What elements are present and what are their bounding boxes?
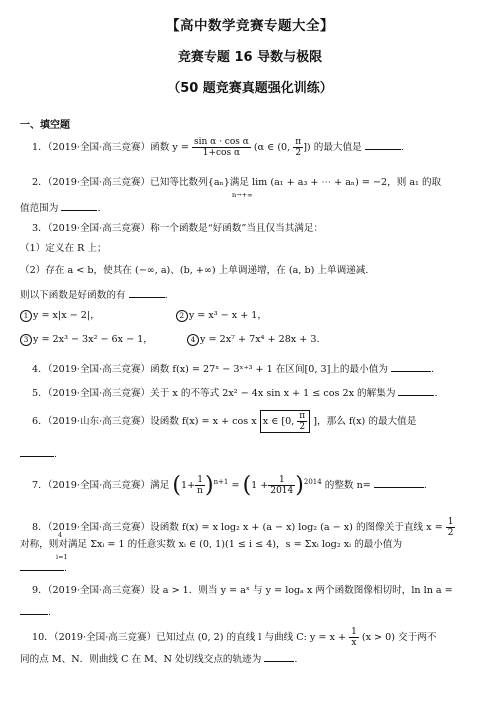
question-1: 1．（2019·全国·高三竞赛）函数 y = $\frac{\text{sin α · cos α}}{\text{1+cos α}}$ (α ∈ (0, $\frac{\pi}{2}$ ]) 的最大值是 . <box>32 137 404 158</box>
q7-den2: 2014 <box>270 486 294 496</box>
document-subtitle: 竞赛专题 16 导数与极限 <box>177 50 323 65</box>
q1-pi-fraction <box>293 137 303 158</box>
q1-fraction <box>192 137 251 158</box>
q3-options-row-1 <box>20 309 470 322</box>
question-5: 5．（2019·全国·高三竞赛）关于 x 的不等式 2x² − 4x sin x + 1 ≤ cos 2x 的解集为 . <box>32 385 482 400</box>
option-1: y = x|x − 2|， <box>33 310 100 321</box>
q6-tail: ]，那么 f(x) 的最大值是 <box>313 416 417 427</box>
q6-text: 6．（2019·山东·高三竞赛）设函数 f(x) = x + cos x <box>32 416 257 427</box>
q9-text: 9．（2019·全国·高三竞赛）设 a > 1．则当 y = aˣ 与 y = logₐ x 两个函数图像相切时，ln ln a = <box>32 585 453 596</box>
q5-text: 5．（2019·全国·高三竞赛）关于 x 的不等式 2x² − 4x sin x + 1 ≤ cos 2x 的解集为 <box>32 388 396 399</box>
q7-n: n <box>197 486 203 496</box>
option-1-marker: 1 <box>20 310 32 322</box>
section-title: 一、填空题 <box>20 120 70 131</box>
q7-exponent-1: n+1 <box>213 477 229 486</box>
q10-answer-blank[interactable] <box>264 651 294 662</box>
q1-tail: ]) 的最大值是 <box>303 142 362 153</box>
option-3-marker: 3 <box>20 334 32 346</box>
q1-answer-blank[interactable] <box>365 139 401 150</box>
q7-fraction-1: $\frac{1}{n}$ <box>197 475 203 496</box>
q3-ask: 则以下函数是好函数的有 . <box>20 287 470 302</box>
question-2-line2: 值范围为 . <box>20 200 470 215</box>
q8-sum-top: 4 <box>58 531 63 539</box>
q10-text: 10．（2019·全国·高三竞赛）已知过点 (0, 2) 的直线 l 与曲线 C: y = x + <box>32 632 346 643</box>
option-2-marker: 2 <box>176 310 188 322</box>
q1-denominator: 1+cos α <box>202 148 241 158</box>
q10-f-num: 1 <box>351 627 357 637</box>
q4-text: 4．（2019·全国·高三竞赛）函数 f(x) = 27ˣ − 3ˣ⁺³ + 1 在区间[0, 3]上的最小值为 <box>32 364 388 375</box>
q7-text: 7．（2019·全国·高三竞赛）满足 <box>32 480 170 491</box>
q2-line2: 值范围为 <box>20 203 59 214</box>
question-10-line2: 同的点 M、N．则曲线 C 在 M、N 处切线交点的轨迹为 . <box>20 651 470 666</box>
q1-text: 1．（2019·全国·高三竞赛）函数 y = <box>32 142 189 153</box>
q1-domain: (α ∈ (0, <box>253 142 294 153</box>
document-title: 【高中数学竞赛专题大全】 <box>166 18 334 34</box>
q2-limit-subscript: n→+∞ <box>232 191 253 199</box>
option-3: y = 2x³ − 3x² − 6x − 1， <box>33 334 153 345</box>
q8-text: 8．（2019·全国·高三竞赛）设函数 f(x) = x log₂ x + (a − x) log₂ (a − x) 的图像关于直线 x = <box>32 522 443 533</box>
q8-half-num: 1 <box>447 517 454 527</box>
option-4: y = 2x⁷ + 7x⁴ + 28x + 3. <box>200 334 320 345</box>
q8-answer-blank[interactable] <box>20 560 64 571</box>
q3-condition-2: （2）存在 a < b，使其在 (−∞, a)、(b, +∞) 上单调递增，在 (a, b) 上单调递减. <box>20 265 369 276</box>
q1-pi-num: π <box>295 137 302 147</box>
q10-fraction <box>349 627 359 648</box>
q7-tail: 的整数 n= <box>324 480 371 491</box>
q6-pi-den: 2 <box>299 422 306 432</box>
question-4: 4．（2019·全国·高三竞赛）函数 f(x) = 27ˣ − 3ˣ⁺³ + 1 在区间[0, 3]上的最小值为 . <box>32 361 482 376</box>
q4-answer-blank[interactable] <box>391 361 431 372</box>
q1-pi-den: 2 <box>295 148 302 158</box>
option-2: y = x³ − x + 1， <box>188 310 268 321</box>
q8-line2: 对称，则对满足 Σxᵢ = 1 的任意实数 xᵢ ∈ (0, 1)(1 ≤ i ≤ 4)，s = Σxᵢ log₂ xᵢ 的最小值为 <box>20 539 403 550</box>
q1-numerator: sin α · cos α <box>193 137 249 147</box>
q6-domain: x ∈ [0, <box>262 416 298 427</box>
q9-answer-blank[interactable] <box>20 604 48 615</box>
question-9 <box>32 584 482 597</box>
q6-domain-box <box>260 410 310 433</box>
document-subtitle-2: （50 题竞赛真题强化训练） <box>167 81 333 96</box>
q7-fraction-2: $\frac{1}{2014}$ <box>270 475 294 496</box>
q3-ask-text: 则以下函数是好函数的有 <box>20 290 126 301</box>
q7-answer-blank[interactable] <box>374 477 424 488</box>
question-6-line2: . <box>20 446 470 461</box>
question-6 <box>32 410 482 433</box>
question-3: 3．（2019·全国·高三竞赛）称一个函数是“好函数”当且仅当其满足： <box>32 223 324 234</box>
q7-exponent-2: 2014 <box>303 477 322 486</box>
question-2 <box>32 176 482 189</box>
question-9-line2: . <box>20 604 470 619</box>
q2-answer-blank[interactable] <box>61 200 97 211</box>
q6-answer-blank[interactable] <box>20 446 54 457</box>
q6-pi-fraction <box>297 411 307 432</box>
q10-f-den: x <box>351 638 357 648</box>
q10-condition: (x > 0) 交于两不 <box>361 632 437 643</box>
q8-sum-bottom: i=1 <box>56 553 68 561</box>
q6-pi-num: π <box>299 411 306 421</box>
question-7: 7．（2019·全国·高三竞赛）满足 (1+ $\frac{1}{n}$ )$^{n+1}$ = (1 + $\frac{1}{2014}$ )$^{2014}$ 的整数 n= . <box>32 472 427 498</box>
question-8-line3: . <box>20 560 470 575</box>
q8-half-den: 2 <box>447 528 454 538</box>
q7-one: 1 <box>181 480 188 491</box>
q7-equals: = <box>231 480 240 491</box>
q3-options-row-2 <box>20 333 470 346</box>
q2-text: 2．（2019·全国·高三竞赛）已知等比数列{aₙ}满足 lim (a₁ + a₃ + ⋯ + aₙ) = −2，则 a₁ 的取 <box>32 177 442 188</box>
q5-answer-blank[interactable] <box>398 385 434 396</box>
q10-line2: 同的点 M、N．则曲线 C 在 M、N 处切线交点的轨迹为 <box>20 654 262 665</box>
q3-condition-1: （1）定义在 R 上； <box>20 243 107 254</box>
q3-answer-blank[interactable] <box>129 287 165 298</box>
option-4-marker: 4 <box>187 334 199 346</box>
question-10 <box>32 627 482 648</box>
q7-one-plus: 1 + <box>251 480 269 491</box>
